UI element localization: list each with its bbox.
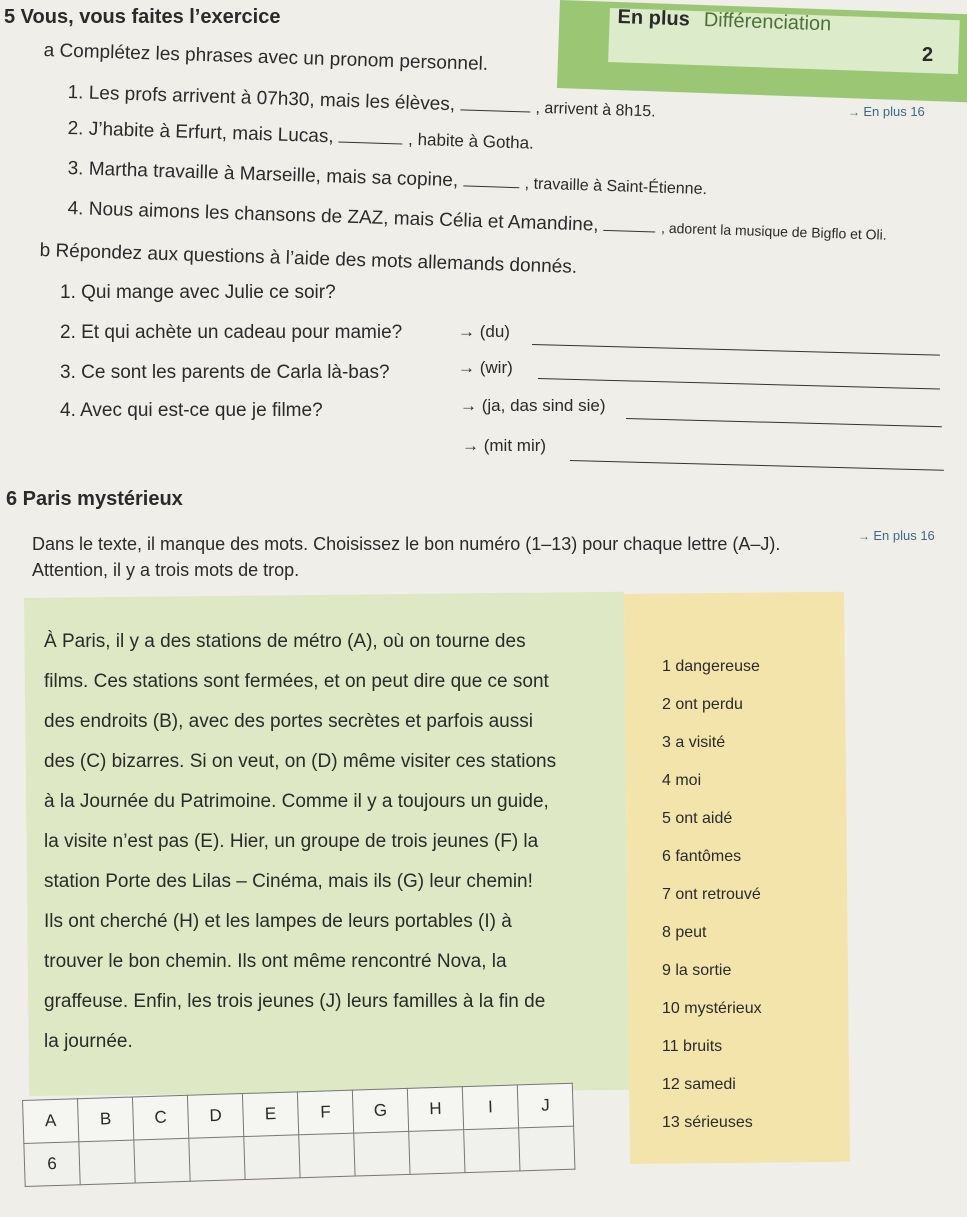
ex5a-item-4 xyxy=(67,198,887,246)
story-line: films. Ces stations sont fermées, et on peut dire que ce sont xyxy=(44,671,549,692)
grid-letter: B xyxy=(77,1097,133,1142)
story-line: Ils ont cherché (H) et les lampes de leurs portables (I) à xyxy=(44,911,512,932)
ex5a-instruction: a Complétez les phrases avec un pronom personnel. xyxy=(43,40,489,75)
story-text xyxy=(44,622,556,1062)
answer-blank[interactable] xyxy=(460,95,530,112)
grid-answer-cell[interactable] xyxy=(409,1130,465,1175)
word-item: 10 mystérieux xyxy=(662,1000,762,1017)
grid-letter: A xyxy=(23,1099,79,1144)
grid-letter: H xyxy=(407,1087,463,1132)
ex5-ref-text: En plus 16 xyxy=(863,104,925,119)
answer-grid xyxy=(22,1083,575,1187)
ex6-ref-text: En plus 16 xyxy=(873,528,935,543)
ex5a-item-2 xyxy=(67,118,534,155)
grid-letter: I xyxy=(462,1085,518,1130)
arrow-icon: → xyxy=(848,105,864,119)
grid-answer-cell[interactable] xyxy=(189,1137,245,1182)
word-item: 12 samedi xyxy=(662,1076,736,1093)
grid-answer-cell[interactable] xyxy=(134,1138,190,1183)
ex5b-hint-2 xyxy=(458,358,513,378)
grid-answer-cell[interactable] xyxy=(299,1133,355,1178)
word-item: 9 la sortie xyxy=(662,962,732,979)
ex5b-hint-2-text: (wir) xyxy=(479,358,513,377)
header-en-plus: En plus xyxy=(617,6,691,31)
grid-answer-cell[interactable] xyxy=(464,1128,520,1173)
ex5a-item-1-before: 1. Les profs arrivent à 07h30, mais les élèves, xyxy=(67,82,456,116)
ex5b-hint-1 xyxy=(458,322,510,342)
ex5b-hint-3 xyxy=(460,396,606,416)
grid-answer-cell[interactable] xyxy=(244,1135,300,1180)
arrow-icon: → xyxy=(858,529,874,543)
word-item: 7 ont retrouvé xyxy=(662,886,761,903)
story-line: graffeuse. Enfin, les trois jeunes (J) leurs familles à la fin de xyxy=(44,991,546,1012)
word-item: 2 ont perdu xyxy=(662,696,743,713)
answer-blank[interactable] xyxy=(463,171,519,188)
ex5b-hint-1-text: (du) xyxy=(479,322,510,341)
grid-letter: G xyxy=(352,1088,408,1133)
grid-answer-cell[interactable] xyxy=(519,1126,575,1171)
story-line: des (C) bizarres. Si on veut, on (D) même visiter ces stations xyxy=(44,751,557,772)
ex5-title: 5 Vous, vous faites l’exercice xyxy=(4,6,281,28)
story-line: la visite n’est pas (E). Hier, un groupe de trois jeunes (F) la xyxy=(44,831,539,852)
story-line: À Paris, il y a des stations de métro (A), où on tourne des xyxy=(44,631,526,652)
ex5b-question-2: 2. Et qui achète un cadeau pour mamie? xyxy=(60,322,403,343)
ex5a-item-1-after: , arrivent à 8h15. xyxy=(535,99,656,121)
arrow-icon: → xyxy=(458,322,480,341)
ex5b-hint-3-text: (ja, das sind sie) xyxy=(481,396,606,415)
story-line: des endroits (B), avec des portes secrètes et parfois aussi xyxy=(44,711,533,732)
story-line: station Porte des Lilas – Cinéma, mais ils (G) leur chemin! xyxy=(44,871,533,892)
answer-blank[interactable] xyxy=(604,216,656,233)
ex5b-instruction: b Répondez aux questions à l’aide des mots allemands donnés. xyxy=(39,240,578,278)
ex5a-item-4-after: , adorent la musique de Bigflo et Oli. xyxy=(660,219,887,243)
ex5a-item-3-before: 3. Martha travaille à Marseille, mais sa copine, xyxy=(67,158,459,192)
ex5b-question-1: 1. Qui mange avec Julie ce soir? xyxy=(60,282,336,303)
story-line: trouver le bon chemin. Ils ont même rencontré Nova, la xyxy=(44,951,507,972)
word-item: 5 ont aidé xyxy=(662,810,733,827)
ex5a-item-2-before: 2. J’habite à Erfurt, mais Lucas, xyxy=(67,118,334,148)
answer-line[interactable] xyxy=(626,418,942,427)
header-differenciation: Différenciation xyxy=(703,9,832,36)
ex5b-hint-4 xyxy=(462,436,546,456)
story-line: la journée. xyxy=(44,1031,133,1052)
ex5a-item-3 xyxy=(67,158,707,200)
grid-letter: F xyxy=(297,1090,353,1135)
grid-letter: E xyxy=(242,1092,298,1137)
ex5a-item-2-after: , habite à Gotha. xyxy=(407,129,535,153)
word-item: 11 bruits xyxy=(662,1038,723,1055)
grid-letter: C xyxy=(132,1095,188,1140)
ex5a-item-4-before: 4. Nous aimons les chansons de ZAZ, mais Célia et Amandine, xyxy=(67,198,599,236)
answer-blank[interactable] xyxy=(339,128,403,145)
ex6-title: 6 Paris mystérieux xyxy=(6,488,183,510)
word-item: 4 moi xyxy=(662,772,702,789)
ex5b-question-4: 4. Avec qui est-ce que je filme? xyxy=(60,400,323,421)
grid-letter: J xyxy=(517,1083,573,1128)
word-item: 8 peut xyxy=(662,924,707,941)
grid-answer-cell[interactable] xyxy=(79,1140,135,1185)
word-item: 3 a visité xyxy=(662,734,726,751)
arrow-icon: → xyxy=(462,436,484,455)
word-item: 6 fantômes xyxy=(662,848,742,865)
answer-line[interactable] xyxy=(570,460,944,471)
arrow-icon: → xyxy=(460,396,482,415)
ex6-instruction-2: Attention, il y a trois mots de trop. xyxy=(32,560,300,580)
ex5a-item-3-after: , travaille à Saint-Étienne. xyxy=(524,175,708,199)
ex6-reference xyxy=(858,528,935,543)
word-item: 1 dangereuse xyxy=(662,658,760,675)
word-bank-panel xyxy=(624,592,850,1164)
answer-line[interactable] xyxy=(538,378,940,390)
ex5b-question-3: 3. Ce sont les parents de Carla là-bas? xyxy=(60,362,390,383)
ex5-reference xyxy=(848,104,925,119)
header-number: 2 xyxy=(922,44,934,66)
answer-line[interactable] xyxy=(532,344,940,356)
word-item: 13 sérieuses xyxy=(662,1114,753,1131)
arrow-icon: → xyxy=(458,358,480,377)
story-line: à la Journée du Patrimoine. Comme il y a toujours un guide, xyxy=(44,791,549,812)
grid-letter: D xyxy=(187,1094,243,1139)
grid-answer-cell[interactable] xyxy=(354,1131,410,1176)
grid-answer-cell[interactable]: 6 xyxy=(24,1142,80,1187)
ex6-instruction-1: Dans le texte, il manque des mots. Choisissez le bon numéro (1–13) pour chaque lettre (A–J). xyxy=(32,534,781,554)
ex5b-hint-4-text: (mit mir) xyxy=(483,436,547,455)
